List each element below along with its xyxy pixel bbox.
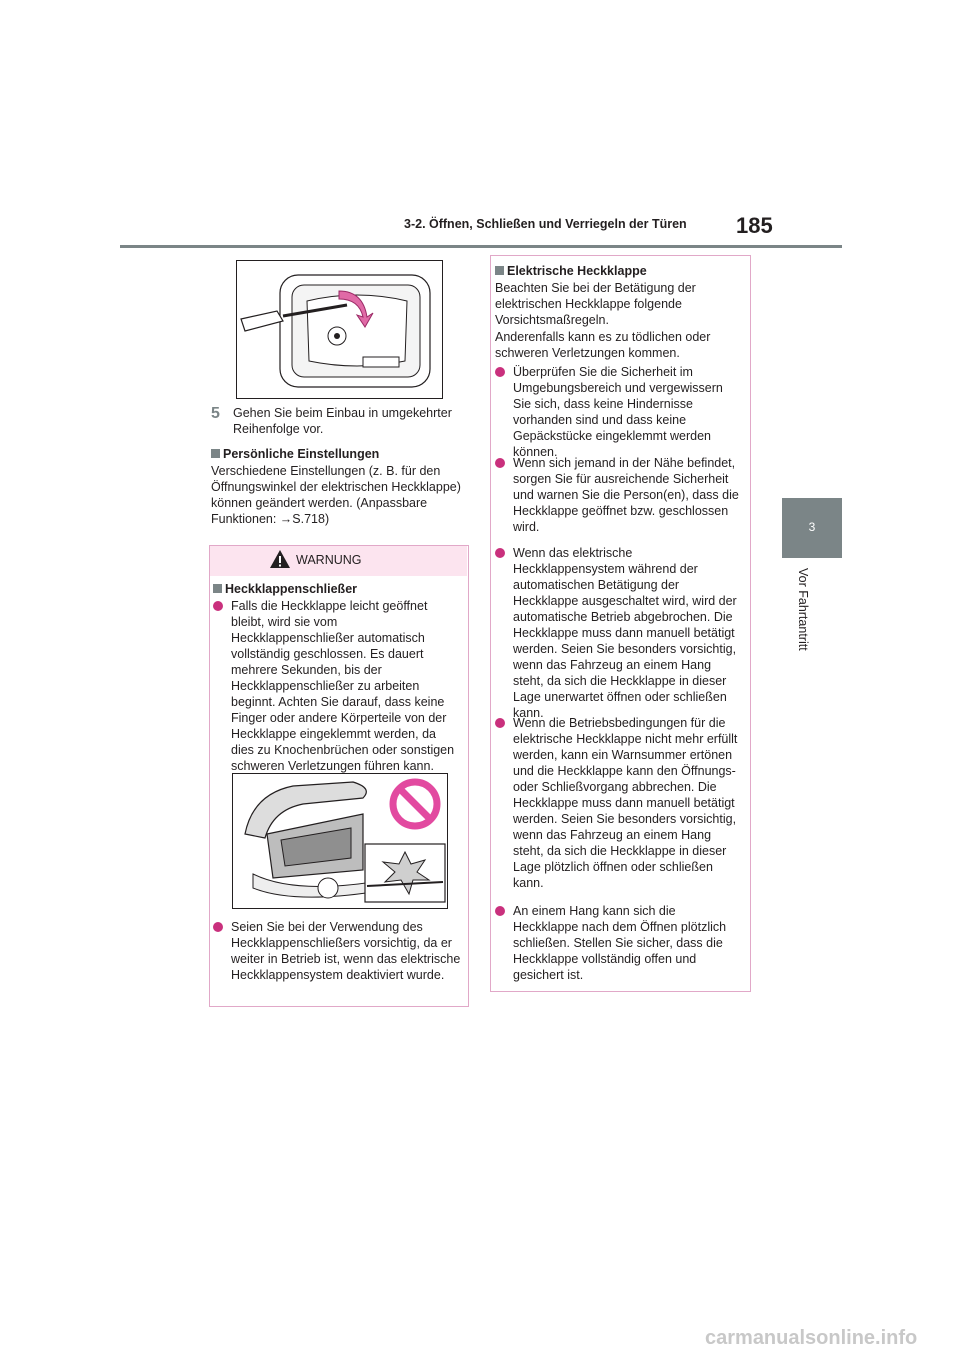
screwdriver-illustration — [237, 261, 442, 398]
step-5 — [211, 405, 466, 437]
electric-bullet-3: Wenn das elektrische Heckklappensystem während der automatischen Betätigung der Heckklappe ausgeschaltet wird, wird der automatische Betrieb abgebrochen. Die Heckklappe muss dann manuell betätigt werden. Seien Sie besonders vorsichtig, wenn das Fahrzeug an einem Hang steht, da sich die Heckklappe in dieser Lage unerwartet öffnen oder schließen kann. — [495, 545, 741, 721]
tailgate-pinch-illustration — [233, 774, 447, 908]
bullet-dot-icon — [213, 922, 223, 932]
bullet-dot-icon — [495, 458, 505, 468]
electric-intro-1: Beachten Sie bei der Betätigung der elektrischen Heckklappe folgende Vorsichtsmaßregeln. — [495, 281, 696, 327]
header-rule — [120, 245, 842, 248]
bullet-dot-icon — [495, 906, 505, 916]
electric-intro-2: Anderenfalls kann es zu tödlichen oder schweren Verletzungen kommen. — [495, 330, 711, 360]
bullet-dot-icon — [213, 601, 223, 611]
section-title: 3-2. Öffnen, Schließen und Verriegeln der Türen — [404, 217, 687, 231]
warning-bullet-2: Seien Sie bei der Verwendung des Heckklappenschließers vorsichtig, da er weiter in Betrieb ist, wenn das elektrische Heckklappensystem deaktiviert wurde. — [213, 919, 461, 983]
step-text: Gehen Sie beim Einbau in umgekehrter Reihenfolge vor. — [233, 406, 452, 436]
figure-trim-removal — [236, 260, 443, 399]
warning-title: WARNUNG — [296, 553, 362, 567]
figure-tailgate-pinch — [232, 773, 448, 909]
chapter-title-vertical — [796, 568, 820, 678]
square-bullet-icon — [211, 449, 220, 458]
watermark: carmanualsonline.info — [705, 1327, 918, 1349]
chapter-title: Vor Fahrtantritt — [796, 568, 810, 651]
page-number: 185 — [736, 213, 773, 238]
electric-bullet-4: Wenn die Betriebsbedingungen für die elektrische Heckklappe nicht mehr erfüllt werden, kann ein Warnsummer ertönen und die Heckklappe kann den Öffnungs- oder Schließvorgang abbrechen. Die Heckklappe muss dann manuell betätigt werden. Seien Sie besonders vorsichtig, wenn das Fahrzeug an einem Hang steht, da sich die Heckklappe in dieser Lage plötzlich öffnen oder schließen kann. — [495, 715, 741, 891]
warning-bullet-1: Falls die Heckklappe leicht geöffnet bleibt, wird sie vom Heckklappenschließer automatisch vollständig geschlossen. Es dauert mehrere Sekunden, bis der Heckklappenschließer zu arbeiten beginnt. Achten Sie darauf, dass keine Finger oder andere Körperteile von der Heckklappe eingeklemmt werden, da dies zu Knochenbrüchen oder sonstigen schweren Verletzungen führen kann. — [213, 598, 461, 774]
electric-tailgate-heading: Elektrische Heckklappe — [495, 263, 647, 279]
no-symbol-icon — [393, 782, 437, 826]
square-bullet-icon — [495, 266, 504, 275]
tailgate-closer-heading: Heckklappenschließer — [213, 581, 357, 597]
chapter-number: 3 — [808, 520, 816, 534]
bullet-dot-icon — [495, 548, 505, 558]
step-number: 5 — [211, 405, 220, 422]
square-bullet-icon — [213, 584, 222, 593]
bullet-dot-icon — [495, 718, 505, 728]
electric-bullet-5: An einem Hang kann sich die Heckklappe nach dem Öffnen plötzlich schließen. Stellen Sie sicher, dass die Heckklappe vollständig offen und gesichert ist. — [495, 903, 741, 983]
bullet-dot-icon — [495, 367, 505, 377]
warning-triangle-icon — [269, 549, 291, 569]
electric-bullet-2: Wenn sich jemand in der Nähe befindet, sorgen Sie für ausreichende Sicherheit und warnen Sie die Person(en), dass die Heckklappe geöffnet bzw. geschlossen wird. — [495, 455, 741, 535]
personal-settings-text: Verschiedene Einstellungen (z. B. für den Öffnungswinkel der elektrischen Heckklappe) können geändert werden. (Anpassbare Funktionen: →S.718) — [211, 464, 461, 526]
electric-bullet-1: Überprüfen Sie die Sicherheit im Umgebungsbereich und vergewissern Sie sich, dass keine Hindernisse vorhanden sind und dass keine Gepäckstücke eingeklemmt werden können. — [495, 364, 741, 460]
personal-settings-heading: Persönliche Einstellungen — [211, 446, 379, 462]
